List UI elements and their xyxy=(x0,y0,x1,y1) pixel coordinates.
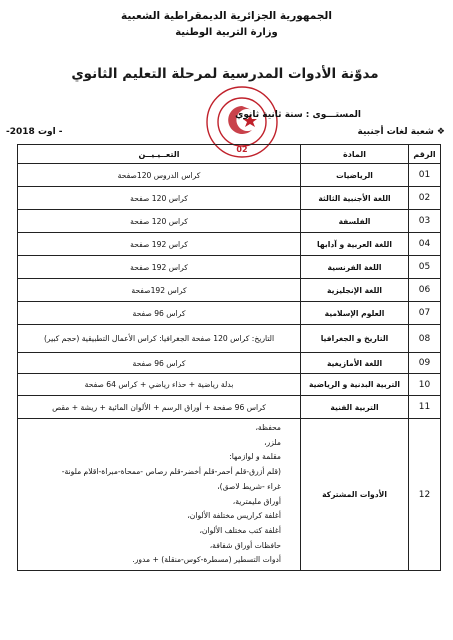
row-num: 06 xyxy=(409,279,441,302)
row-subject: التربية الفنية xyxy=(301,396,409,419)
list-item: • أغلفة كراريس مختلفة الألوان، xyxy=(21,509,281,524)
row-num: 07 xyxy=(409,302,441,325)
list-item: • حافظات أوراق شفافة، xyxy=(21,539,281,554)
row-num: 04 xyxy=(409,233,441,256)
row-subject: العلوم الإسلامية xyxy=(301,302,409,325)
shared-supplies-list xyxy=(21,419,297,570)
header-requirement: التعــيـيــن xyxy=(18,145,301,164)
row-requirement: كراس 96 صفحة xyxy=(18,353,301,374)
row-requirement: كراس 192صفحة xyxy=(18,279,301,302)
list-item: • أغلفة كتب مختلف الألوان، xyxy=(21,524,281,539)
row-subject: التاريخ و الجغرافيا xyxy=(301,325,409,353)
table-row xyxy=(18,374,441,396)
stamp-number: 02 xyxy=(236,145,248,154)
header-num: الرقم xyxy=(409,145,441,164)
row-num: 08 xyxy=(409,325,441,353)
row-subject: اللغة الإنجليزية xyxy=(301,279,409,302)
row-requirement: كراس 96 صفحة xyxy=(18,302,301,325)
list-item: • أدوات التسطير (مسطرة-كوس-منقلة) + مدور. xyxy=(21,553,281,568)
row-requirement: بدلة رياضية + حذاء رياضي + كراس 64 صفحة xyxy=(18,374,301,396)
list-item: • أوراق مليمترية، xyxy=(21,495,281,510)
row-requirement: كراس 96 صفحة + أوراق الرسم + الألوان المائية + ريشة + مقص xyxy=(18,396,301,419)
table-row xyxy=(18,187,441,210)
ministry-header: وزارة التربية الوطنية xyxy=(175,27,278,38)
table-row xyxy=(18,164,441,187)
table-row-shared-supplies xyxy=(18,419,441,571)
row-num: 09 xyxy=(409,353,441,374)
supplies-table xyxy=(17,144,441,571)
row-subject: اللغة الأمازيغية xyxy=(301,353,409,374)
branch-label: ❖ شعبة لغات أجنبية xyxy=(357,127,445,137)
row-requirement: كراس 192 صفحة xyxy=(18,256,301,279)
row-subject: التربية البدنية و الرياضية xyxy=(301,374,409,396)
row-num: 11 xyxy=(409,396,441,419)
list-item: • محفظة، xyxy=(21,421,281,436)
row-subject: اللغة الفرنسية xyxy=(301,256,409,279)
shared-supplies-cell xyxy=(18,419,301,571)
table-row xyxy=(18,210,441,233)
row-num: 03 xyxy=(409,210,441,233)
row-subject: الرياضيات xyxy=(301,164,409,187)
page-title: مدوّنة الأدوات المدرسية لمرحلة التعليم الثانوي xyxy=(71,66,379,82)
table-row xyxy=(18,256,441,279)
row-requirement: كراس 120 صفحة xyxy=(18,187,301,210)
table-row xyxy=(18,353,441,374)
row-requirement: كراس 192 صفحة xyxy=(18,233,301,256)
level-label: المستـــوى : سنة ثانية ثانوي xyxy=(235,110,361,120)
row-subject: الفلسفة xyxy=(301,210,409,233)
table-header-row xyxy=(18,145,441,164)
list-item: • ملزر، xyxy=(21,436,281,451)
table-row xyxy=(18,302,441,325)
row-requirement: التاريخ: كراس 120 صفحة الجغرافيا: كراس الأعمال التطبيقية (حجم كبير) xyxy=(18,325,301,353)
table-row xyxy=(18,396,441,419)
row-num: 01 xyxy=(409,164,441,187)
row-subject: اللغة العربية و آدابها xyxy=(301,233,409,256)
date-label: - اوت 2018- xyxy=(6,127,63,137)
row-num: 10 xyxy=(409,374,441,396)
table-row xyxy=(18,325,441,353)
row-subject: الأدوات المشتركة xyxy=(301,419,409,571)
list-item: غراء -شريط لاصق)، xyxy=(217,481,281,491)
header-subject: المادة xyxy=(301,145,409,164)
list-item: • مقلمة و لوازمها: xyxy=(21,450,281,465)
row-num: 12 xyxy=(409,419,441,571)
row-subject: اللغة الأجنبية الثالثة xyxy=(301,187,409,210)
row-num: 05 xyxy=(409,256,441,279)
republic-header: الجمهورية الجزائرية الديمقراطية الشعبية xyxy=(121,10,332,22)
table-row xyxy=(18,279,441,302)
branch-text: شعبة لغات أجنبية xyxy=(357,127,434,137)
row-requirement: كراس الدروس 120صفحة xyxy=(18,164,301,187)
list-item: (قلم أزرق-قلم أحمر-قلم أخضر-قلم رصاص -ممحاة-مبراة-اقلام ملونة- xyxy=(61,467,281,477)
row-num: 02 xyxy=(409,187,441,210)
row-requirement: كراس 120 صفحة xyxy=(18,210,301,233)
table-row xyxy=(18,233,441,256)
